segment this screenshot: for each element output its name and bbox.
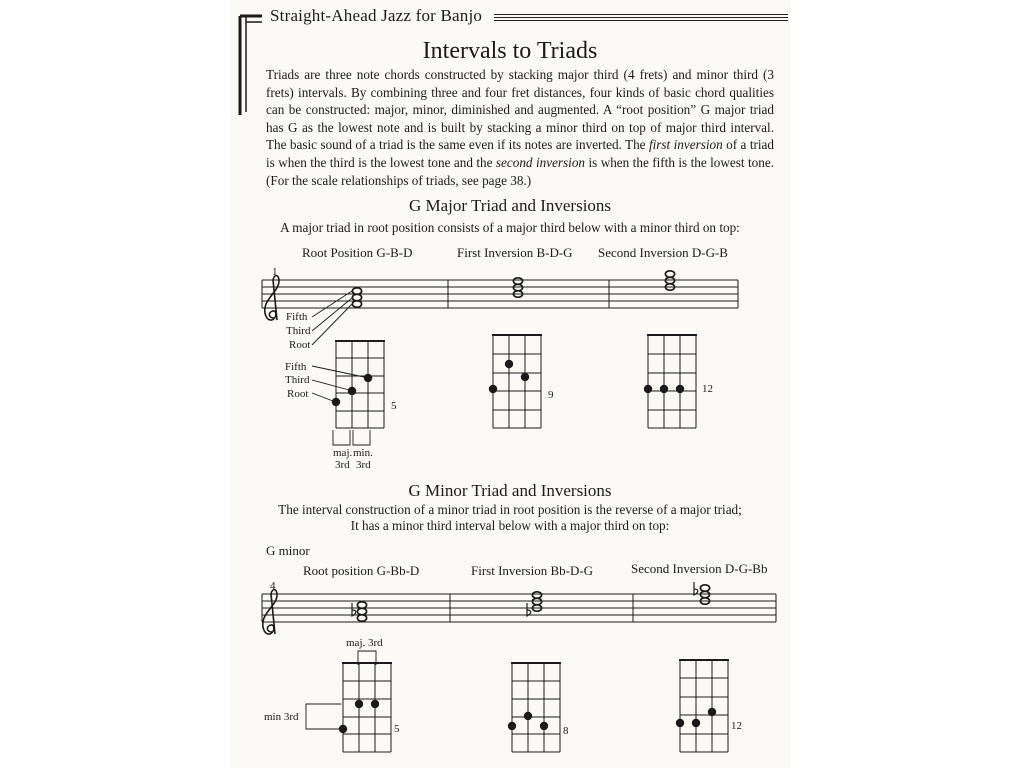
minor-first-inversion-label: First Inversion Bb-D-G: [471, 563, 594, 578]
minor-noteheads: [357, 585, 709, 621]
fret-number: 5: [394, 723, 400, 735]
running-header: Straight-Ahead Jazz for Banjo: [270, 6, 483, 25]
treble-clef: [263, 590, 277, 634]
chord-diagram-major-first: [492, 335, 542, 428]
measure-number: 4: [270, 580, 276, 592]
flat-icon: [352, 582, 698, 616]
fret-number: 5: [391, 400, 397, 412]
note-pointer-lines: [312, 291, 352, 345]
major-description: A major triad in root position consists of a major third below with a minor third on top:: [280, 220, 740, 235]
note-label-third: Third: [286, 325, 311, 337]
minor-section-label: G minor: [266, 543, 310, 558]
header-corner-mark: [240, 16, 262, 115]
minor-description: It has a minor third interval below with a major third on top:: [350, 518, 670, 533]
chord-diagram-major-root: [312, 341, 385, 428]
emphasis: first inversion: [648, 137, 723, 153]
interval-label-major: maj.: [333, 447, 353, 459]
major-first-inversion-label: First Inversion B-D-G: [457, 245, 573, 260]
fret-number: 9: [548, 389, 554, 401]
minor-second-inversion-label: Second Inversion D-G-Bb: [631, 561, 768, 576]
diagram-label-root: Root: [287, 388, 309, 400]
major-root-label: Root Position G-B-D: [302, 245, 413, 260]
intro-paragraph: Triads are three note chords constructed by stacking major third (4 frets) and minor third (3 frets) intervals. By combining three and four fret distances, four kinds of basic chord qualities can be constructed: major, minor, diminished and augmented. A “root position” G major triad has G as the lowest note and is built by stacking a minor third on top of major third interval. The basic sound of a triad is the same even if its notes are inverted. The first inversion of a triad is when the third is the lowest tone and the second inversion is when the fifth is the lowest tone. (For the scale relationships of triads, see page 38.): [266, 67, 774, 188]
chord-diagram-minor-first: [511, 663, 561, 752]
fret-number: 12: [731, 720, 742, 732]
treble-clef: [265, 276, 279, 320]
diagram-label-fifth: Fifth: [285, 361, 307, 373]
chord-diagram-minor-second: [679, 660, 729, 752]
major-noteheads: [352, 271, 674, 307]
chord-diagram-minor-root: [342, 663, 392, 752]
note-label-fifth: Fifth: [286, 311, 308, 323]
minor-description: The interval construction of a minor triad in root position is the reverse of a major triad;: [278, 502, 742, 517]
interval-label-major: 3rd: [335, 459, 350, 471]
major-second-inversion-label: Second Inversion D-G-B: [598, 245, 728, 260]
chord-diagram-major-second: [647, 335, 697, 428]
interval-label-minor: min.: [353, 447, 373, 459]
page-title: Intervals to Triads: [422, 38, 598, 64]
minor-staff: [262, 594, 776, 622]
note-label-root: Root: [289, 339, 311, 351]
minor-heading: G Minor Triad and Inversions: [408, 481, 612, 500]
finger-dots: [332, 360, 716, 733]
diagram-label-third: Third: [285, 374, 310, 386]
emphasis: second inversion: [495, 154, 586, 170]
minor-root-label: Root position G-Bb-D: [303, 563, 420, 578]
interval-label-major: maj. 3rd: [346, 637, 383, 649]
major-heading: G Major Triad and Inversions: [408, 196, 612, 215]
measure-number: 1: [272, 266, 278, 278]
interval-brackets: [333, 430, 370, 445]
fret-number: 12: [702, 383, 713, 395]
fret-number: 8: [563, 725, 569, 737]
interval-label-minor: min 3rd: [264, 711, 299, 723]
interval-label-minor: 3rd: [356, 459, 371, 471]
